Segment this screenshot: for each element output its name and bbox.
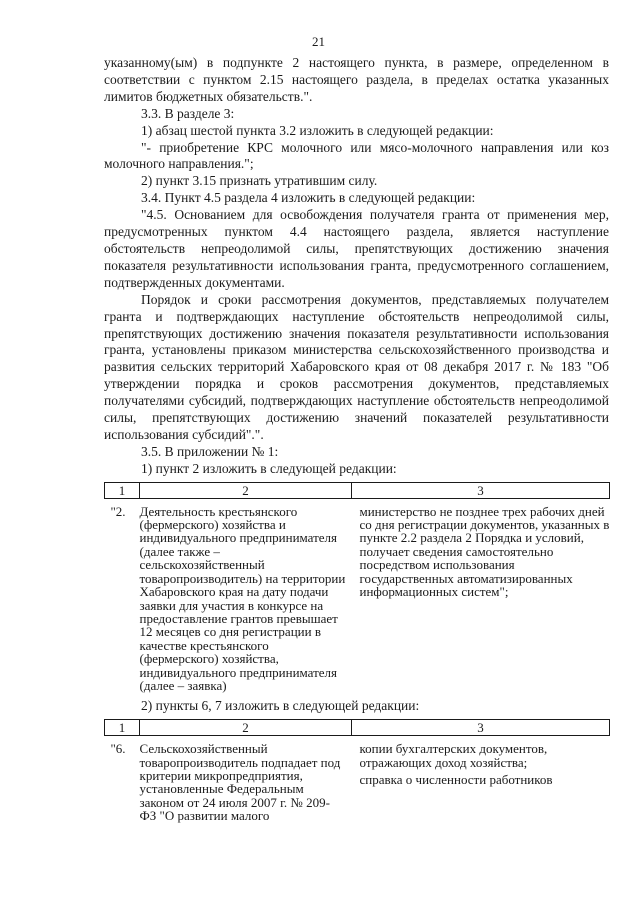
verification-item: копии бухгалтерских документов, отражающих доход хозяйства; [359,741,548,770]
verification-cell: министерство не позднее трех рабочих дней со дня регистрации документов, указанных в пункте 2.2 раздела 2 Порядка и условий, получает сведения самостоятельно посредством использования государственных автоматизированных информационных систем"; [359,503,610,600]
verification-item: справка о численности работников [359,772,553,788]
table-header-cell: 2 [140,482,352,498]
paragraph-continuation: указанному(ым) в подпункте 2 настоящего пункта, в размере, определенном в соответствии с пунктом 2.15 настоящего раздела, в пределах остатка указанных лимитов бюджетных обязательств.". [104,55,609,104]
table-header-row [105,720,610,736]
paragraph-3-3: 3.3. В разделе 3: [141,105,235,121]
paragraph-3-5: 3.5. В приложении № 1: [141,443,279,459]
paragraph-3-5-item-2: 2) пункты 6, 7 изложить в следующей редакции: [141,698,420,714]
document-body [104,55,609,827]
table-header-cell: 2 [140,720,352,736]
paragraph-procedure: Порядок и сроки рассмотрения документов, представляемых получателем гранта и подтверждающих наступление обстоятельств непреодолимой силы, препятствующих достижению значения показателя результативности использования гранта, установлены приказом министерства сельскохозяйственного производства и развития сельских территорий Хабаровского края от 08 декабря 2017 г. № 183 "Об утверждении порядка и сроков рассмотрения документов, представляемых получателями субсидий, подтверждающих наступление обстоятельств непреодолимой силы, препятствующих достижению значений показателей результативности использования субсидий".". [104,291,609,442]
paragraph-3-3-item-2: 2) пункт 3.15 признать утратившим силу. [141,173,378,189]
amendment-table-1 [104,482,610,697]
table-row [105,736,610,827]
table-header-cell: 1 [105,482,140,498]
paragraph-3-5-item-1: 1) пункт 2 изложить в следующей редакции: [141,460,397,476]
table-header-row [105,482,610,498]
paragraph-quote-krs: "- приобретение КРС молочного или мясо-молочного направления или коз молочного направления."; [104,139,609,172]
paragraph-3-3-item-1: 1) абзац шестой пункта 3.2 изложить в следующей редакции: [141,122,494,138]
paragraph-3-4: 3.4. Пункт 4.5 раздела 4 изложить в следующей редакции: [141,190,476,206]
row-number: "2. [110,503,126,519]
criterion-cell: Сельскохозяйственный товаропроизводитель подпадает под критерии микропредприятия, установленные Федеральным законом от 24 июля 2007 г. № 209-ФЗ "О развитии малого [139,741,341,824]
criterion-cell: Деятельность крестьянского (фермерского) хозяйства и индивидуального предпринимателя (далее также – сельскохозяйственный товаропроизводитель) на территории Хабаровского края на дату подачи заявки для участия в конкурсе на предоставление грантов превышает 12 месяцев со дня регистрации в качестве крестьянского (фермерского) хозяйства, индивидуального предпринимателя (далее – заявка) [139,503,346,693]
table-header-cell: 3 [352,482,610,498]
page-number: 21 [312,34,325,49]
verification-cell [352,736,610,827]
table-header-cell: 1 [105,720,140,736]
row-number: "6. [110,741,126,757]
table-row [105,498,610,696]
amendment-table-2 [104,719,610,826]
table-header-cell: 3 [352,720,610,736]
paragraph-4-5: "4.5. Основанием для освобождения получателя гранта от применения мер, предусмотренных пунктом 4.4 настоящего раздела, является наступление обстоятельств непреодолимой силы, препятствующих достижению значения показателя результативности использования гранта, предусмотренного соглашением, подтвержденных документами. [104,207,609,290]
